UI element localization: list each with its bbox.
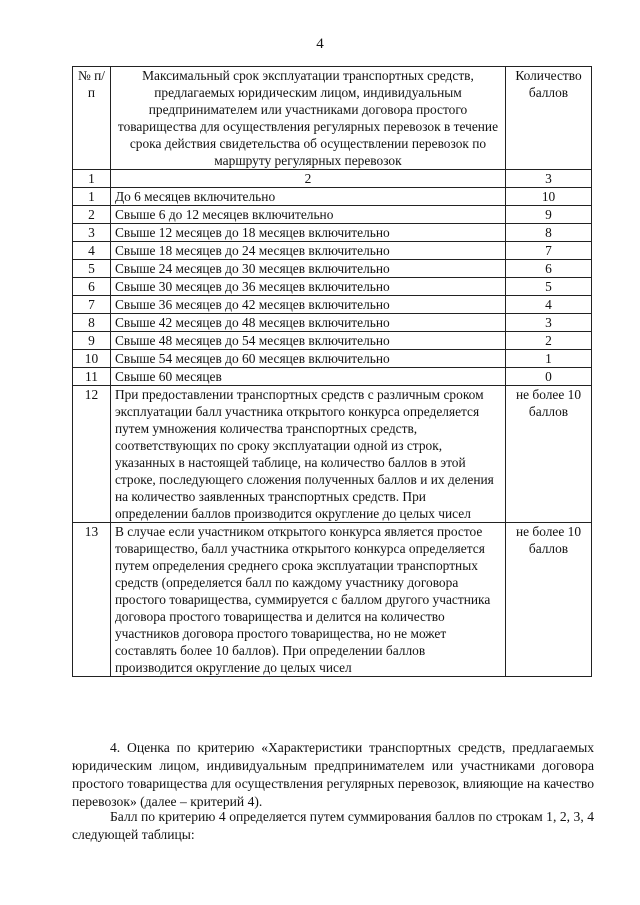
row-points: 4: [506, 296, 592, 314]
table-row: [73, 386, 592, 523]
table-row: [73, 224, 592, 242]
row-points: не более 10 баллов: [506, 523, 592, 677]
row-points: 10: [506, 188, 592, 206]
row-text: Свыше 30 месяцев до 36 месяцев включительно: [110, 278, 505, 296]
row-num: 4: [73, 242, 111, 260]
table-row: [73, 188, 592, 206]
row-text: Свыше 6 до 12 месяцев включительно: [110, 206, 505, 224]
row-num: 6: [73, 278, 111, 296]
paragraph-criterion-4: 4. Оценка по критерию «Характеристики транспортных средств, предлагаемых юридическим лицом, индивидуальным предпринимателем или участниками договора простого товарищества для осуществления регулярных перевозок, влияющие на качество перевозок» (далее – критерий 4).: [72, 740, 594, 809]
row-text: Свыше 42 месяцев до 48 месяцев включительно: [110, 314, 505, 332]
row-text: Свыше 60 месяцев: [110, 368, 505, 386]
table-row: [73, 350, 592, 368]
index-cell: 2: [110, 170, 505, 188]
row-num: 7: [73, 296, 111, 314]
table-row: [73, 296, 592, 314]
row-num: 10: [73, 350, 111, 368]
row-text: Свыше 24 месяцев до 30 месяцев включительно: [110, 260, 505, 278]
row-text: При предоставлении транспортных средств с различным сроком эксплуатации балл участника открытого конкурса определяется путем умножения количества транспортных средств, соответствующих по сроку эксплуатации одной из строк, указанных в настоящей таблице, на количество баллов в этой строке, последующего сложения полученных баллов и их деления на количество заявленных транспортных средств. При определении баллов производится округление до целых чисел: [110, 386, 505, 523]
row-num: 1: [73, 188, 111, 206]
row-points: 7: [506, 242, 592, 260]
table-row: [73, 368, 592, 386]
table-row: [73, 314, 592, 332]
table-header-row: [73, 67, 592, 170]
header-points: Количество баллов: [506, 67, 592, 170]
row-num: 13: [73, 523, 111, 677]
row-text: Свыше 18 месяцев до 24 месяцев включительно: [110, 242, 505, 260]
row-text: Свыше 54 месяцев до 60 месяцев включительно: [110, 350, 505, 368]
table-row: [73, 242, 592, 260]
row-points: не более 10 баллов: [506, 386, 592, 523]
row-num: 3: [73, 224, 111, 242]
row-points: 2: [506, 332, 592, 350]
table-row: [73, 332, 592, 350]
index-row: [73, 170, 592, 188]
row-points: 8: [506, 224, 592, 242]
page-number: 4: [316, 36, 324, 52]
row-points: 1: [506, 350, 592, 368]
row-points: 3: [506, 314, 592, 332]
row-num: 12: [73, 386, 111, 523]
row-num: 9: [73, 332, 111, 350]
table-row: [73, 278, 592, 296]
row-points: 6: [506, 260, 592, 278]
index-cell: 1: [73, 170, 111, 188]
row-text: В случае если участником открытого конкурса является простое товарищество, балл участника открытого конкурса определяется путем определения среднего срока эксплуатации транспортных средств (определяется балл по каждому участнику договора простого товарищества, суммируется с баллом другого участника договора простого товарищества и делится на количество участников договора простого товарищества, но не может составлять более 10 баллов). При определении баллов производится округление до целых чисел: [110, 523, 505, 677]
row-text: До 6 месяцев включительно: [110, 188, 505, 206]
row-num: 2: [73, 206, 111, 224]
paragraph-scoring: Балл по критерию 4 определяется путем суммирования баллов по строкам 1, 2, 3, 4 следующей таблицы:: [72, 809, 594, 842]
header-criterion: Максимальный срок эксплуатации транспортных средств, предлагаемых юридическим лицом, индивидуальным предпринимателем или участниками договора простого товарищества для осуществления регулярных перевозок в течение срока действия свидетельства об осуществлении перевозок по маршруту регулярных перевозок: [110, 67, 505, 170]
row-num: 8: [73, 314, 111, 332]
index-cell: 3: [506, 170, 592, 188]
criteria-table: [72, 66, 592, 677]
row-points: 0: [506, 368, 592, 386]
row-points: 5: [506, 278, 592, 296]
row-num: 11: [73, 368, 111, 386]
row-num: 5: [73, 260, 111, 278]
table-row: [73, 206, 592, 224]
header-num: № п/п: [73, 67, 111, 170]
row-text: Свыше 36 месяцев до 42 месяцев включительно: [110, 296, 505, 314]
table-row: [73, 523, 592, 677]
row-text: Свыше 12 месяцев до 18 месяцев включительно: [110, 224, 505, 242]
table-row: [73, 260, 592, 278]
row-points: 9: [506, 206, 592, 224]
row-text: Свыше 48 месяцев до 54 месяцев включительно: [110, 332, 505, 350]
